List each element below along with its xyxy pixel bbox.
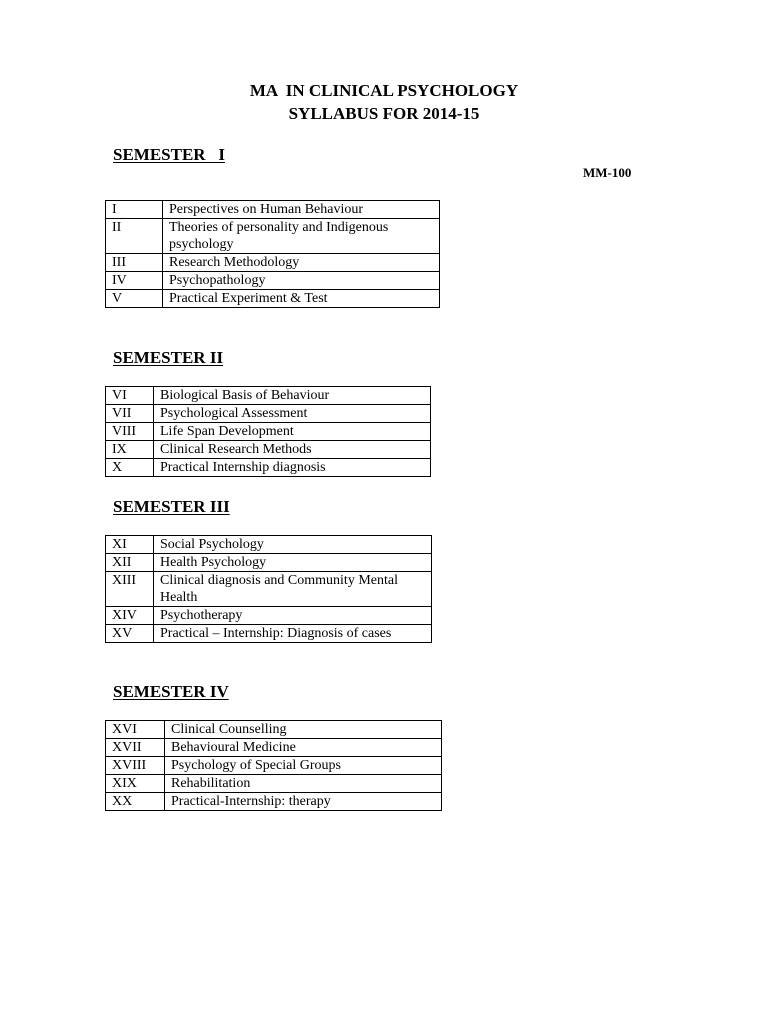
semester-3-heading: SEMESTER III: [113, 497, 230, 516]
table-row: [106, 441, 431, 459]
paper-number: IX: [106, 441, 154, 459]
table-row: [106, 554, 432, 572]
paper-title: Clinical Counselling: [165, 721, 442, 739]
table-row: [106, 423, 431, 441]
paper-title: Psychological Assessment: [154, 405, 431, 423]
paper-title: Clinical diagnosis and Community Mental Health: [154, 572, 432, 607]
table-row: [106, 625, 432, 643]
table-row: [106, 721, 442, 739]
semester-2-table: [105, 386, 431, 477]
paper-title: Perspectives on Human Behaviour: [163, 201, 440, 219]
paper-title: Psychopathology: [163, 272, 440, 290]
paper-title: Practical Internship diagnosis: [154, 459, 431, 477]
paper-number: XV: [106, 625, 154, 643]
paper-number: XIX: [106, 775, 165, 793]
table-row: [106, 572, 432, 607]
semester-1-heading: SEMESTER I: [113, 145, 225, 164]
paper-title: Psychotherapy: [154, 607, 432, 625]
semester-4-table: [105, 720, 442, 811]
semester-4-heading: SEMESTER IV: [113, 682, 229, 701]
paper-number: I: [106, 201, 163, 219]
document-subtitle: SYLLABUS FOR 2014-15: [288, 104, 480, 123]
max-marks: MM-100: [583, 165, 632, 180]
paper-title: Psychology of Special Groups: [165, 757, 442, 775]
table-row: [106, 775, 442, 793]
paper-title: Research Methodology: [163, 254, 440, 272]
paper-title: Behavioural Medicine: [165, 739, 442, 757]
paper-number: VIII: [106, 423, 154, 441]
paper-number: XI: [106, 536, 154, 554]
paper-title: Clinical Research Methods: [154, 441, 431, 459]
paper-number: II: [106, 219, 163, 254]
semester-3-table: [105, 535, 432, 643]
paper-number: XVII: [106, 739, 165, 757]
table-row: [106, 387, 431, 405]
paper-number: X: [106, 459, 154, 477]
table-row: [106, 272, 440, 290]
paper-title: Rehabilitation: [165, 775, 442, 793]
paper-number: VII: [106, 405, 154, 423]
paper-number: VI: [106, 387, 154, 405]
table-row: [106, 607, 432, 625]
paper-title: Health Psychology: [154, 554, 432, 572]
table-row: [106, 739, 442, 757]
semester-2-heading: SEMESTER II: [113, 348, 224, 367]
table-row: [106, 536, 432, 554]
table-row: [106, 219, 440, 254]
paper-number: XIV: [106, 607, 154, 625]
semester-1-table: [105, 200, 440, 308]
table-row: [106, 290, 440, 308]
table-row: [106, 793, 442, 811]
table-row: [106, 254, 440, 272]
paper-title: Social Psychology: [154, 536, 432, 554]
table-row: [106, 201, 440, 219]
paper-number: XVIII: [106, 757, 165, 775]
paper-number: XII: [106, 554, 154, 572]
paper-title: Practical – Internship: Diagnosis of cases: [154, 625, 432, 643]
paper-title: Theories of personality and Indigenous psychology: [163, 219, 440, 254]
document-title: MA IN CLINICAL PSYCHOLOGY: [249, 81, 519, 100]
paper-number: V: [106, 290, 163, 308]
paper-number: XIII: [106, 572, 154, 607]
paper-number: IV: [106, 272, 163, 290]
paper-number: XVI: [106, 721, 165, 739]
paper-title: Practical-Internship: therapy: [165, 793, 442, 811]
paper-title: Biological Basis of Behaviour: [154, 387, 431, 405]
paper-title: Life Span Development: [154, 423, 431, 441]
paper-title: Practical Experiment & Test: [163, 290, 440, 308]
table-row: [106, 757, 442, 775]
paper-number: III: [106, 254, 163, 272]
table-row: [106, 405, 431, 423]
paper-number: XX: [106, 793, 165, 811]
table-row: [106, 459, 431, 477]
